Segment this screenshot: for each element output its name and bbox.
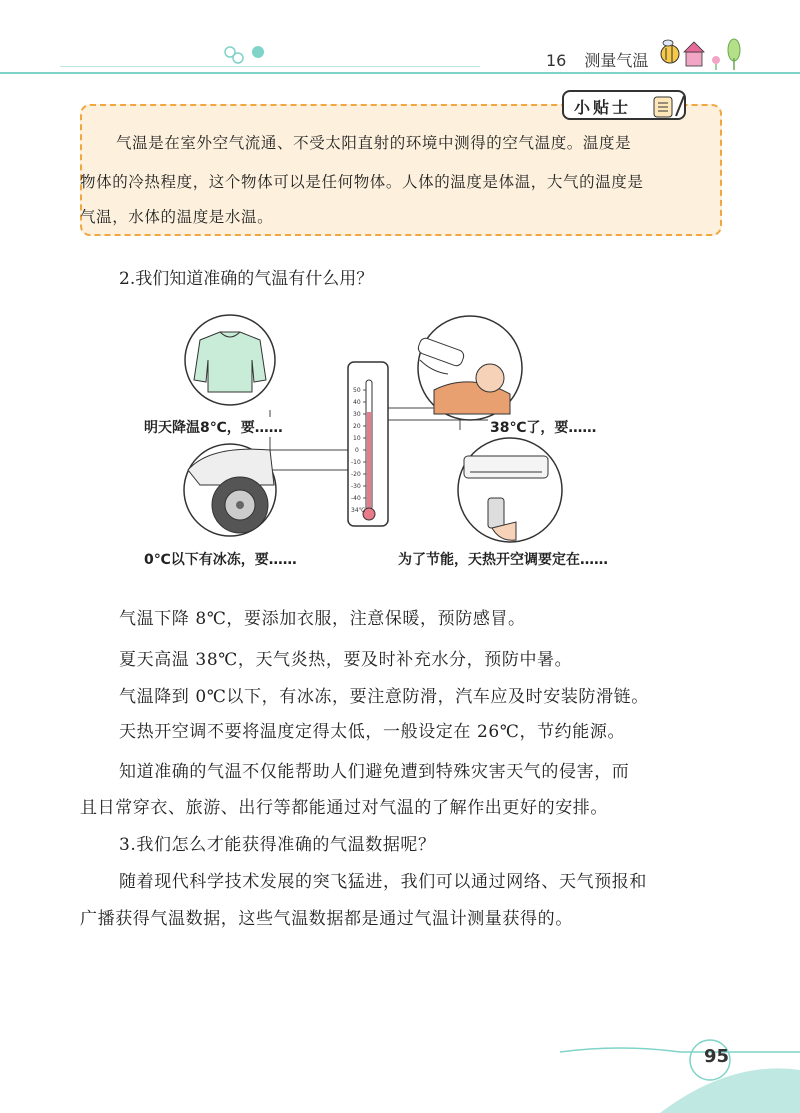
caption-ac: 为了节能，天热开空调要定在…… bbox=[398, 549, 608, 569]
bubbles-decoration-icon bbox=[222, 42, 272, 66]
header-rule bbox=[0, 72, 800, 74]
tip-badge bbox=[562, 90, 686, 120]
tick-label: 10 bbox=[353, 435, 361, 442]
temperature-uses-illustration bbox=[170, 310, 670, 580]
tip-line-2-text: 物体的冷热程度，这个物体可以是任何物体。人体的温度是体温，大气的温度是 bbox=[80, 173, 644, 191]
chapter-heading bbox=[546, 48, 648, 71]
tick-label: 30 bbox=[353, 411, 361, 418]
caption-ice: 0℃以下有冰冻，要…… bbox=[144, 549, 297, 569]
air-conditioner-icon bbox=[458, 438, 562, 542]
tick-label: -40 bbox=[351, 495, 361, 502]
answer-line: 夏天高温 38℃，天气炎热，要及时补充水分，预防中暑。 bbox=[119, 650, 573, 670]
drinking-person-icon bbox=[417, 316, 522, 420]
tick-label: -30 bbox=[351, 483, 361, 490]
summary-line: 且日常穿衣、旅游、出行等都能通过对气温的了解作出更好的安排。 bbox=[80, 798, 608, 818]
caption-cold: 明天降温8℃，要…… bbox=[144, 417, 283, 437]
question-3: 3.我们怎么才能获得准确的气温数据呢？ bbox=[119, 835, 436, 855]
answer-line: 天热开空调不要将温度定得太低，一般设定在 26℃，节约能源。 bbox=[119, 722, 626, 742]
chapter-title: 测量气温 bbox=[584, 51, 649, 70]
sweater-icon bbox=[185, 315, 275, 405]
answer3-line: 随着现代科学技术发展的突飞猛进，我们可以通过网络、天气预报和 bbox=[119, 872, 647, 892]
thermometer-unit: 34℃ bbox=[351, 507, 366, 514]
tick-label: -10 bbox=[351, 459, 361, 466]
answer3-line: 广播获得气温数据，这些气温数据都是通过气温计测量获得的。 bbox=[80, 909, 573, 929]
header-rule-thin bbox=[60, 66, 480, 67]
tip-label: 小贴士 bbox=[574, 98, 632, 117]
car-tire-icon bbox=[184, 444, 276, 536]
answer-line: 气温降到 0℃以下，有冰冻，要注意防滑，汽车应及时安装防滑链。 bbox=[119, 687, 649, 707]
tick-label: 40 bbox=[353, 399, 361, 406]
note-pencil-icon bbox=[652, 94, 686, 120]
page-number: 95 bbox=[704, 1046, 730, 1067]
chapter-number: 16 bbox=[546, 51, 567, 70]
tip-line-1: 气温是在室外空气流通、不受太阳直射的环境中测得的空气温度。温度是 bbox=[116, 134, 632, 152]
tick-label: 0 bbox=[355, 447, 359, 454]
tick-label: 50 bbox=[353, 387, 361, 394]
bee-and-flowers-icon bbox=[656, 32, 746, 72]
thermometer-icon bbox=[348, 362, 388, 526]
answer-line: 气温下降 8℃，要添加衣服，注意保暖，预防感冒。 bbox=[119, 609, 526, 629]
tip-line-3: 气温，水体的温度是水温。 bbox=[80, 208, 274, 226]
summary-line: 知道准确的气温不仅能帮助人们避免遭到特殊灾害天气的侵害，而 bbox=[119, 762, 630, 782]
question-2: 2.我们知道准确的气温有什么用？ bbox=[119, 269, 374, 289]
footer-wave-decoration bbox=[560, 1030, 800, 1113]
tick-label: -20 bbox=[351, 471, 361, 478]
tick-label: 20 bbox=[353, 423, 361, 430]
caption-hot: 38℃了，要…… bbox=[490, 417, 596, 437]
